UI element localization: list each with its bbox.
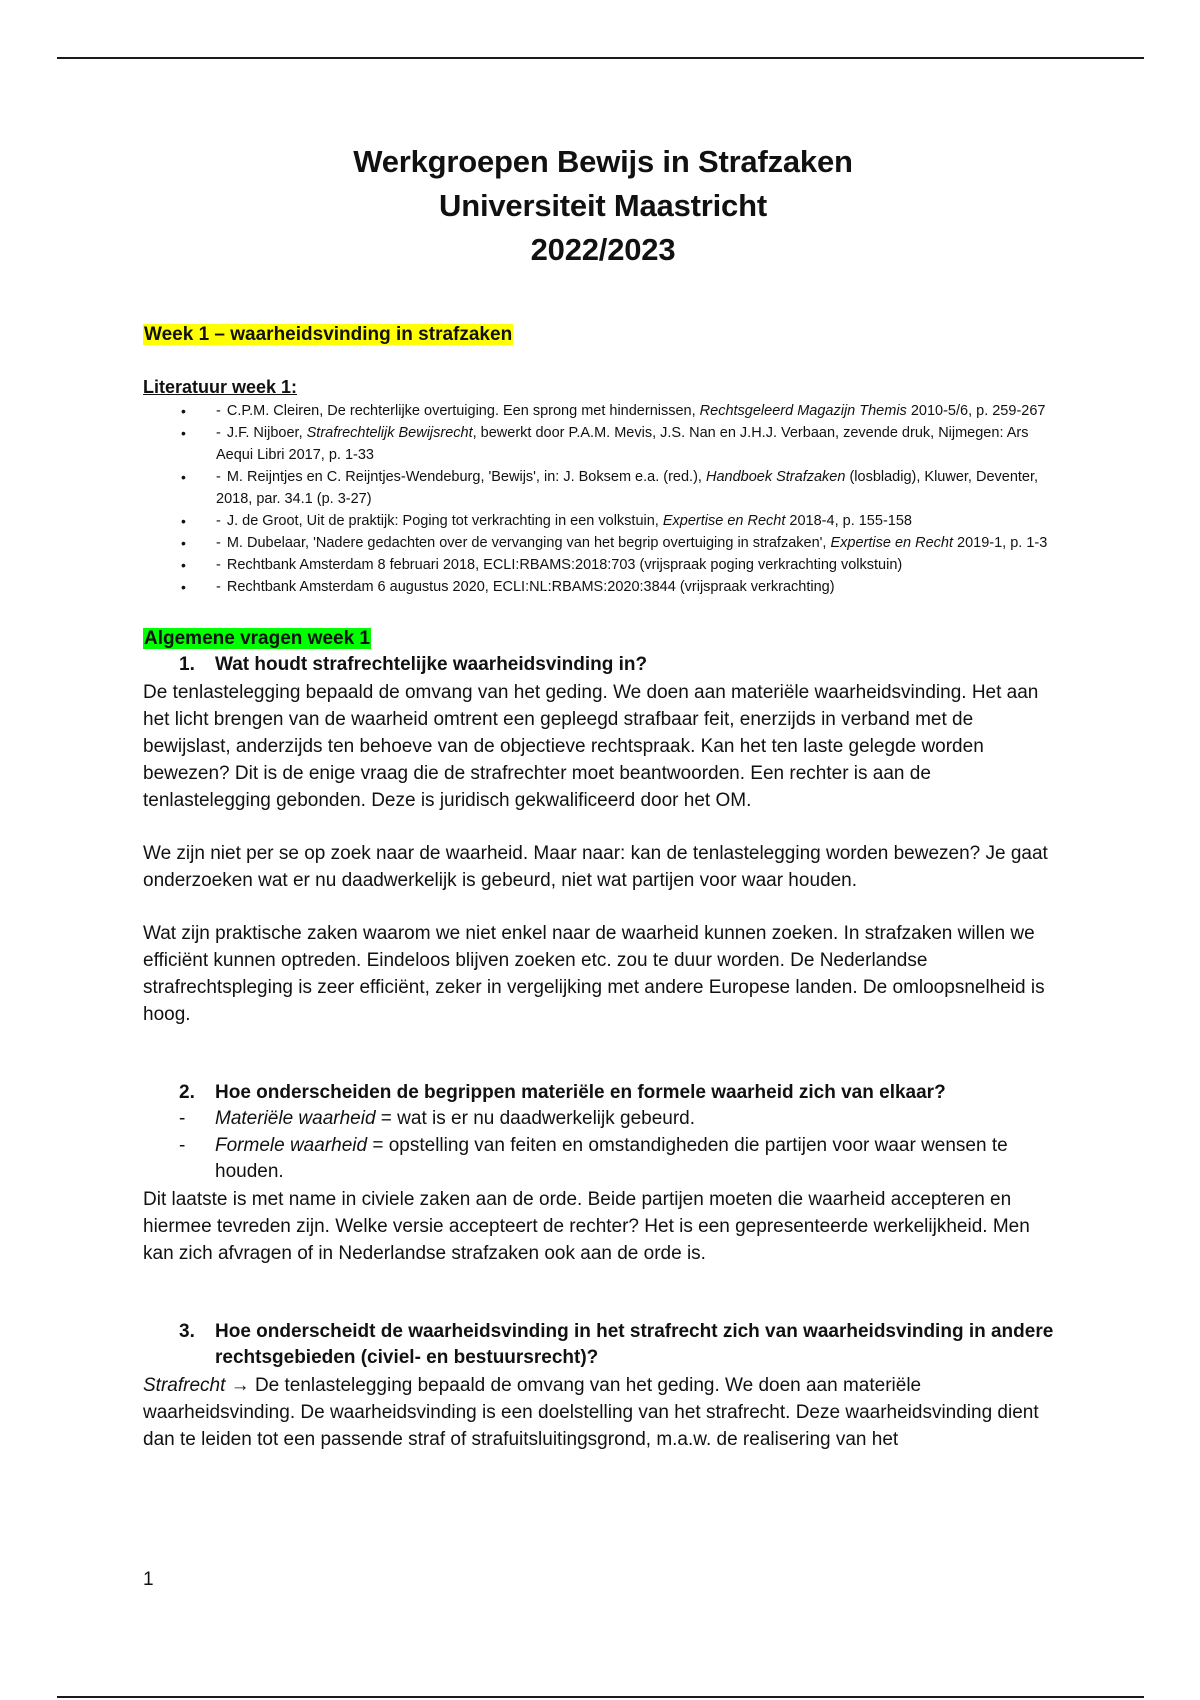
literature-list [143, 400, 1063, 598]
literature-item: • - C.P.M. Cleiren, De rechterlijke overtuiging. Een sprong met hindernissen, Rechtsgeleerd Magazijn Themis 2010-5/6, p. 259-267 [181, 400, 1063, 422]
answer-paragraph: De tenlastelegging bepaald de omvang van het geding. We doen aan materiële waarheidsvinding. Het aan het licht brengen van de waarheid omtrent een gepleegd strafbaar feit, enerzijds in verband met de bewijslast, anderzijds ten behoeve van de objectieve rechtspraak. Kan het ten laste gelegde worden bewezen? Dit is de enige vraag die de strafrechter moet beantwoorden. Een rechter is aan de tenlastelegging gebonden. Deze is juridisch gekwalificeerd door het OM. [143, 681, 1039, 811]
definition-item: - Formele waarheid = opstelling van feiten en omstandigheden die partijen voor waar wensen te houden. [179, 1134, 1008, 1182]
title-line-3: 2022/2023 [530, 232, 676, 267]
definition-list [143, 1106, 1063, 1186]
bullet-icon: • [181, 513, 186, 529]
header-rule [57, 57, 1144, 59]
question-text: Hoe onderscheidt de waarheidsvinding in het strafrecht zich van waarheidsvinding in andere rechtsgebieden (civiel- en bestuursrecht)? [215, 1320, 1054, 1368]
literature-item: • - Rechtbank Amsterdam 6 augustus 2020, ECLI:NL:RBAMS:2020:3844 (vrijspraak verkrachting) [181, 576, 1063, 598]
general-questions-heading [143, 626, 1063, 652]
literature-heading: Literatuur week 1: [143, 377, 298, 397]
bullet-icon: • [181, 557, 186, 573]
bullet-icon: • [181, 403, 186, 419]
question-number: 2. [179, 1081, 195, 1103]
arrow-right-icon: → [225, 1374, 255, 1396]
question-text: Wat houdt strafrechtelijke waarheidsvinding in? [215, 654, 648, 675]
bullet-icon: • [181, 425, 186, 441]
document-page [143, 140, 1063, 1453]
question-number: 1. [179, 654, 195, 675]
answer-paragraph: Dit laatste is met name in civiele zaken aan de orde. Beide partijen moeten die waarheid accepteren en hiermee tevreden zijn. Welke versie accepteert de rechter? Het is een gepresenteerde werkelijkheid. Men kan zich afvragen of in Nederlandse strafzaken ook aan de orde is. [143, 1188, 1030, 1264]
dash-icon: - [179, 1134, 186, 1156]
question-number: 3. [179, 1320, 195, 1342]
general-questions-heading-text: Algemene vragen week 1 [144, 628, 370, 649]
week-1-heading-text: Week 1 – waarheidsvinding in strafzaken [144, 324, 513, 345]
footer-rule [57, 1696, 1144, 1698]
dash-icon: - [179, 1108, 186, 1129]
question-2 [143, 1080, 1063, 1107]
answer-paragraph: Strafrecht → De tenlastelegging bepaald de omvang van het geding. We doen aan materiële waarheidsvinding. De waarheidsvinding is een doelstelling van het strafrecht. Deze waarheidsvinding dient dan te leiden tot een passende straf of strafuitsluitingsgrond, m.a.w. de realisering van het [143, 1374, 1039, 1450]
document-title [143, 140, 1063, 272]
bullet-icon: • [181, 469, 186, 485]
page-number: 1 [143, 1569, 154, 1590]
literature-item: • - M. Dubelaar, 'Nadere gedachten over de vervanging van het begrip overtuiging in strafzaken', Expertise en Recht 2019-1, p. 1-3 [181, 532, 1063, 554]
literature-item: • - Rechtbank Amsterdam 8 februari 2018, ECLI:RBAMS:2018:703 (vrijspraak poging verkrachting volkstuin) [181, 554, 1063, 576]
title-line-1: Werkgroepen Bewijs in Strafzaken [353, 144, 853, 179]
bullet-icon: • [181, 579, 186, 595]
question-3 [143, 1319, 1063, 1372]
definition-item: - Materiële waarheid = wat is er nu daadwerkelijk gebeurd. [179, 1106, 1063, 1133]
answer-paragraph: We zijn niet per se op zoek naar de waarheid. Maar naar: kan de tenlastelegging worden bewezen? Je gaat onderzoeken wat er nu daadwerkelijk is gebeurd, niet wat partijen voor waar houden. [143, 842, 1048, 891]
title-line-2: Universiteit Maastricht [439, 188, 767, 223]
question-text: Hoe onderscheiden de begrippen materiële en formele waarheid zich van elkaar? [215, 1081, 946, 1103]
answer-paragraph: Wat zijn praktische zaken waarom we niet enkel naar de waarheid kunnen zoeken. In strafzaken willen we efficiënt kunnen optreden. Eindeloos blijven zoeken etc. zou te duur worden. De Nederlandse strafrechtspleging is zeer efficiënt, zeker in vergelijking met andere Europese landen. De omloopsnelheid is hoog. [143, 922, 1045, 1025]
question-1 [143, 652, 1063, 679]
literature-item: • - M. Reijntjes en C. Reijntjes-Wendeburg, 'Bewijs', in: J. Boksem e.a. (red.), Handboek Strafzaken (losbladig), Kluwer, Deventer, 2018, par. 34.1 (p. 3-27) [181, 466, 1063, 510]
literature-item: • - J. de Groot, Uit de praktijk: Poging tot verkrachting in een volkstuin, Expertise en Recht 2018-4, p. 155-158 [181, 510, 1063, 532]
literature-item: • - J.F. Nijboer, Strafrechtelijk Bewijsrecht, bewerkt door P.A.M. Mevis, J.S. Nan en J.H.J. Verbaan, zevende druk, Nijmegen: Ars Aequi Libri 2017, p. 1-33 [181, 422, 1063, 466]
bullet-icon: • [181, 535, 186, 551]
week-1-heading [143, 322, 1063, 348]
